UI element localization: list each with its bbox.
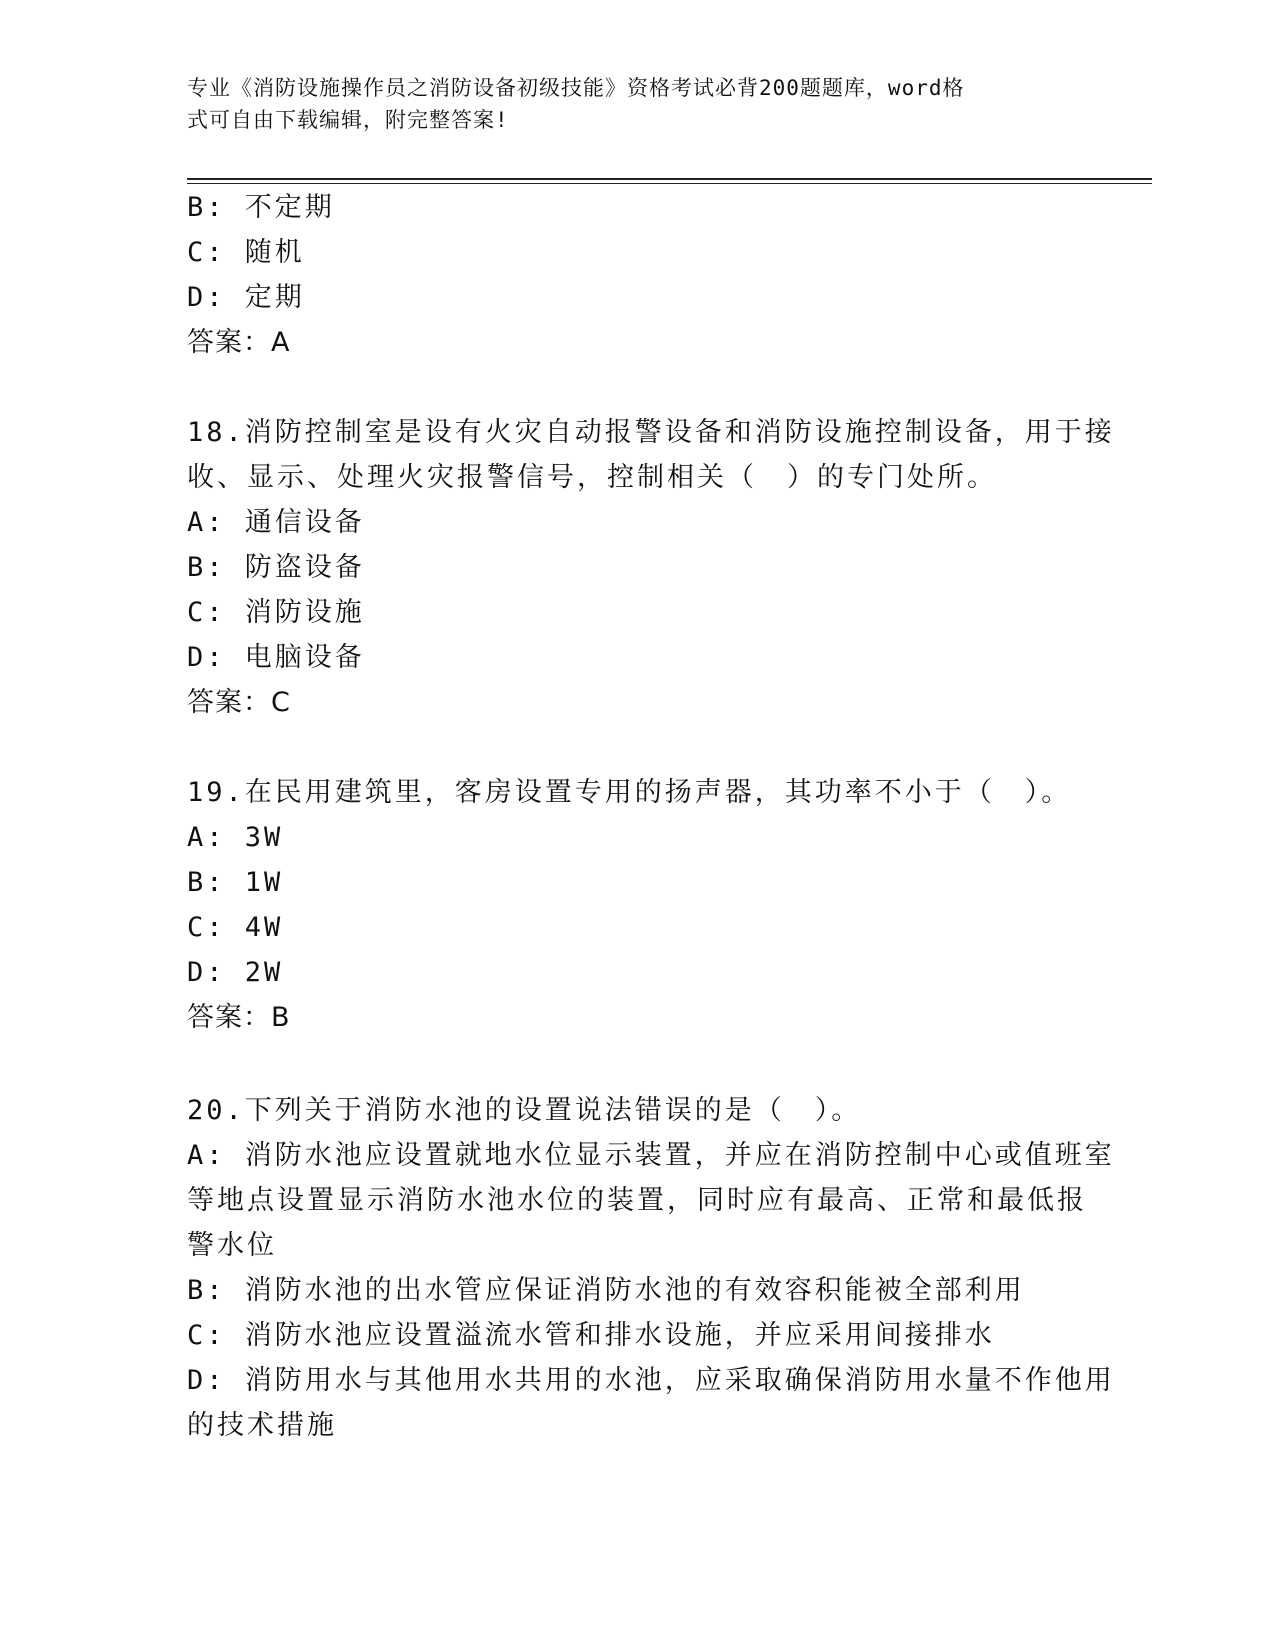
q20-option-a-line-1: A: 消防水池应设置就地水位显示装置，并应在消防控制中心或值班室 [187, 1140, 1115, 1171]
header-rule-thick [187, 178, 1152, 180]
q20-option-c: C: 消防水池应设置溢流水管和排水设施，并应采用间接排水 [187, 1320, 995, 1351]
q19-option-a: A: 3W [187, 822, 284, 853]
q19-option-d: D: 2W [187, 957, 284, 988]
q18-option-d: D: 电脑设备 [187, 642, 365, 673]
q18-option-b: B: 防盗设备 [187, 552, 365, 583]
q20-option-b: B: 消防水池的出水管应保证消防水池的有效容积能被全部利用 [187, 1275, 1025, 1306]
q18-answer: 答案：C [187, 687, 291, 718]
header-line-2: 式可自由下载编辑，附完整答案! [187, 108, 509, 132]
q19-answer: 答案：B [187, 1002, 291, 1033]
q20-option-a-line-3: 警水位 [187, 1230, 277, 1261]
q18-stem-line-1: 18.消防控制室是设有火灾自动报警设备和消防设施控制设备，用于接 [187, 417, 1115, 448]
header-rule-thin [187, 183, 1152, 184]
q17-answer: 答案：A [187, 327, 291, 358]
header-line-1: 专业《消防设施操作员之消防设备初级技能》资格考试必背200题题库，word格 [187, 76, 965, 100]
q19-stem: 19.在民用建筑里，客房设置专用的扬声器，其功率不小于（ ）。 [187, 777, 1072, 808]
q19-option-c: C: 4W [187, 912, 284, 943]
q17-option-d: D: 定期 [187, 282, 305, 313]
q20-stem: 20.下列关于消防水池的设置说法错误的是（ ）。 [187, 1095, 862, 1126]
q18-option-a: A: 通信设备 [187, 507, 365, 538]
q20-option-d-line-2: 的技术措施 [187, 1410, 337, 1441]
q20-option-d-line-1: D: 消防用水与其他用水共用的水池，应采取确保消防用水量不作他用 [187, 1365, 1115, 1396]
q20-option-a-line-2: 等地点设置显示消防水池水位的装置，同时应有最高、正常和最低报 [187, 1185, 1087, 1216]
q19-option-b: B: 1W [187, 867, 284, 898]
q18-stem-line-2: 收、显示、处理火灾报警信号，控制相关（ ）的专门处所。 [187, 462, 997, 493]
q17-option-b: B: 不定期 [187, 192, 335, 223]
page-header [187, 72, 1067, 136]
q18-option-c: C: 消防设施 [187, 597, 365, 628]
q17-option-c: C: 随机 [187, 237, 305, 268]
